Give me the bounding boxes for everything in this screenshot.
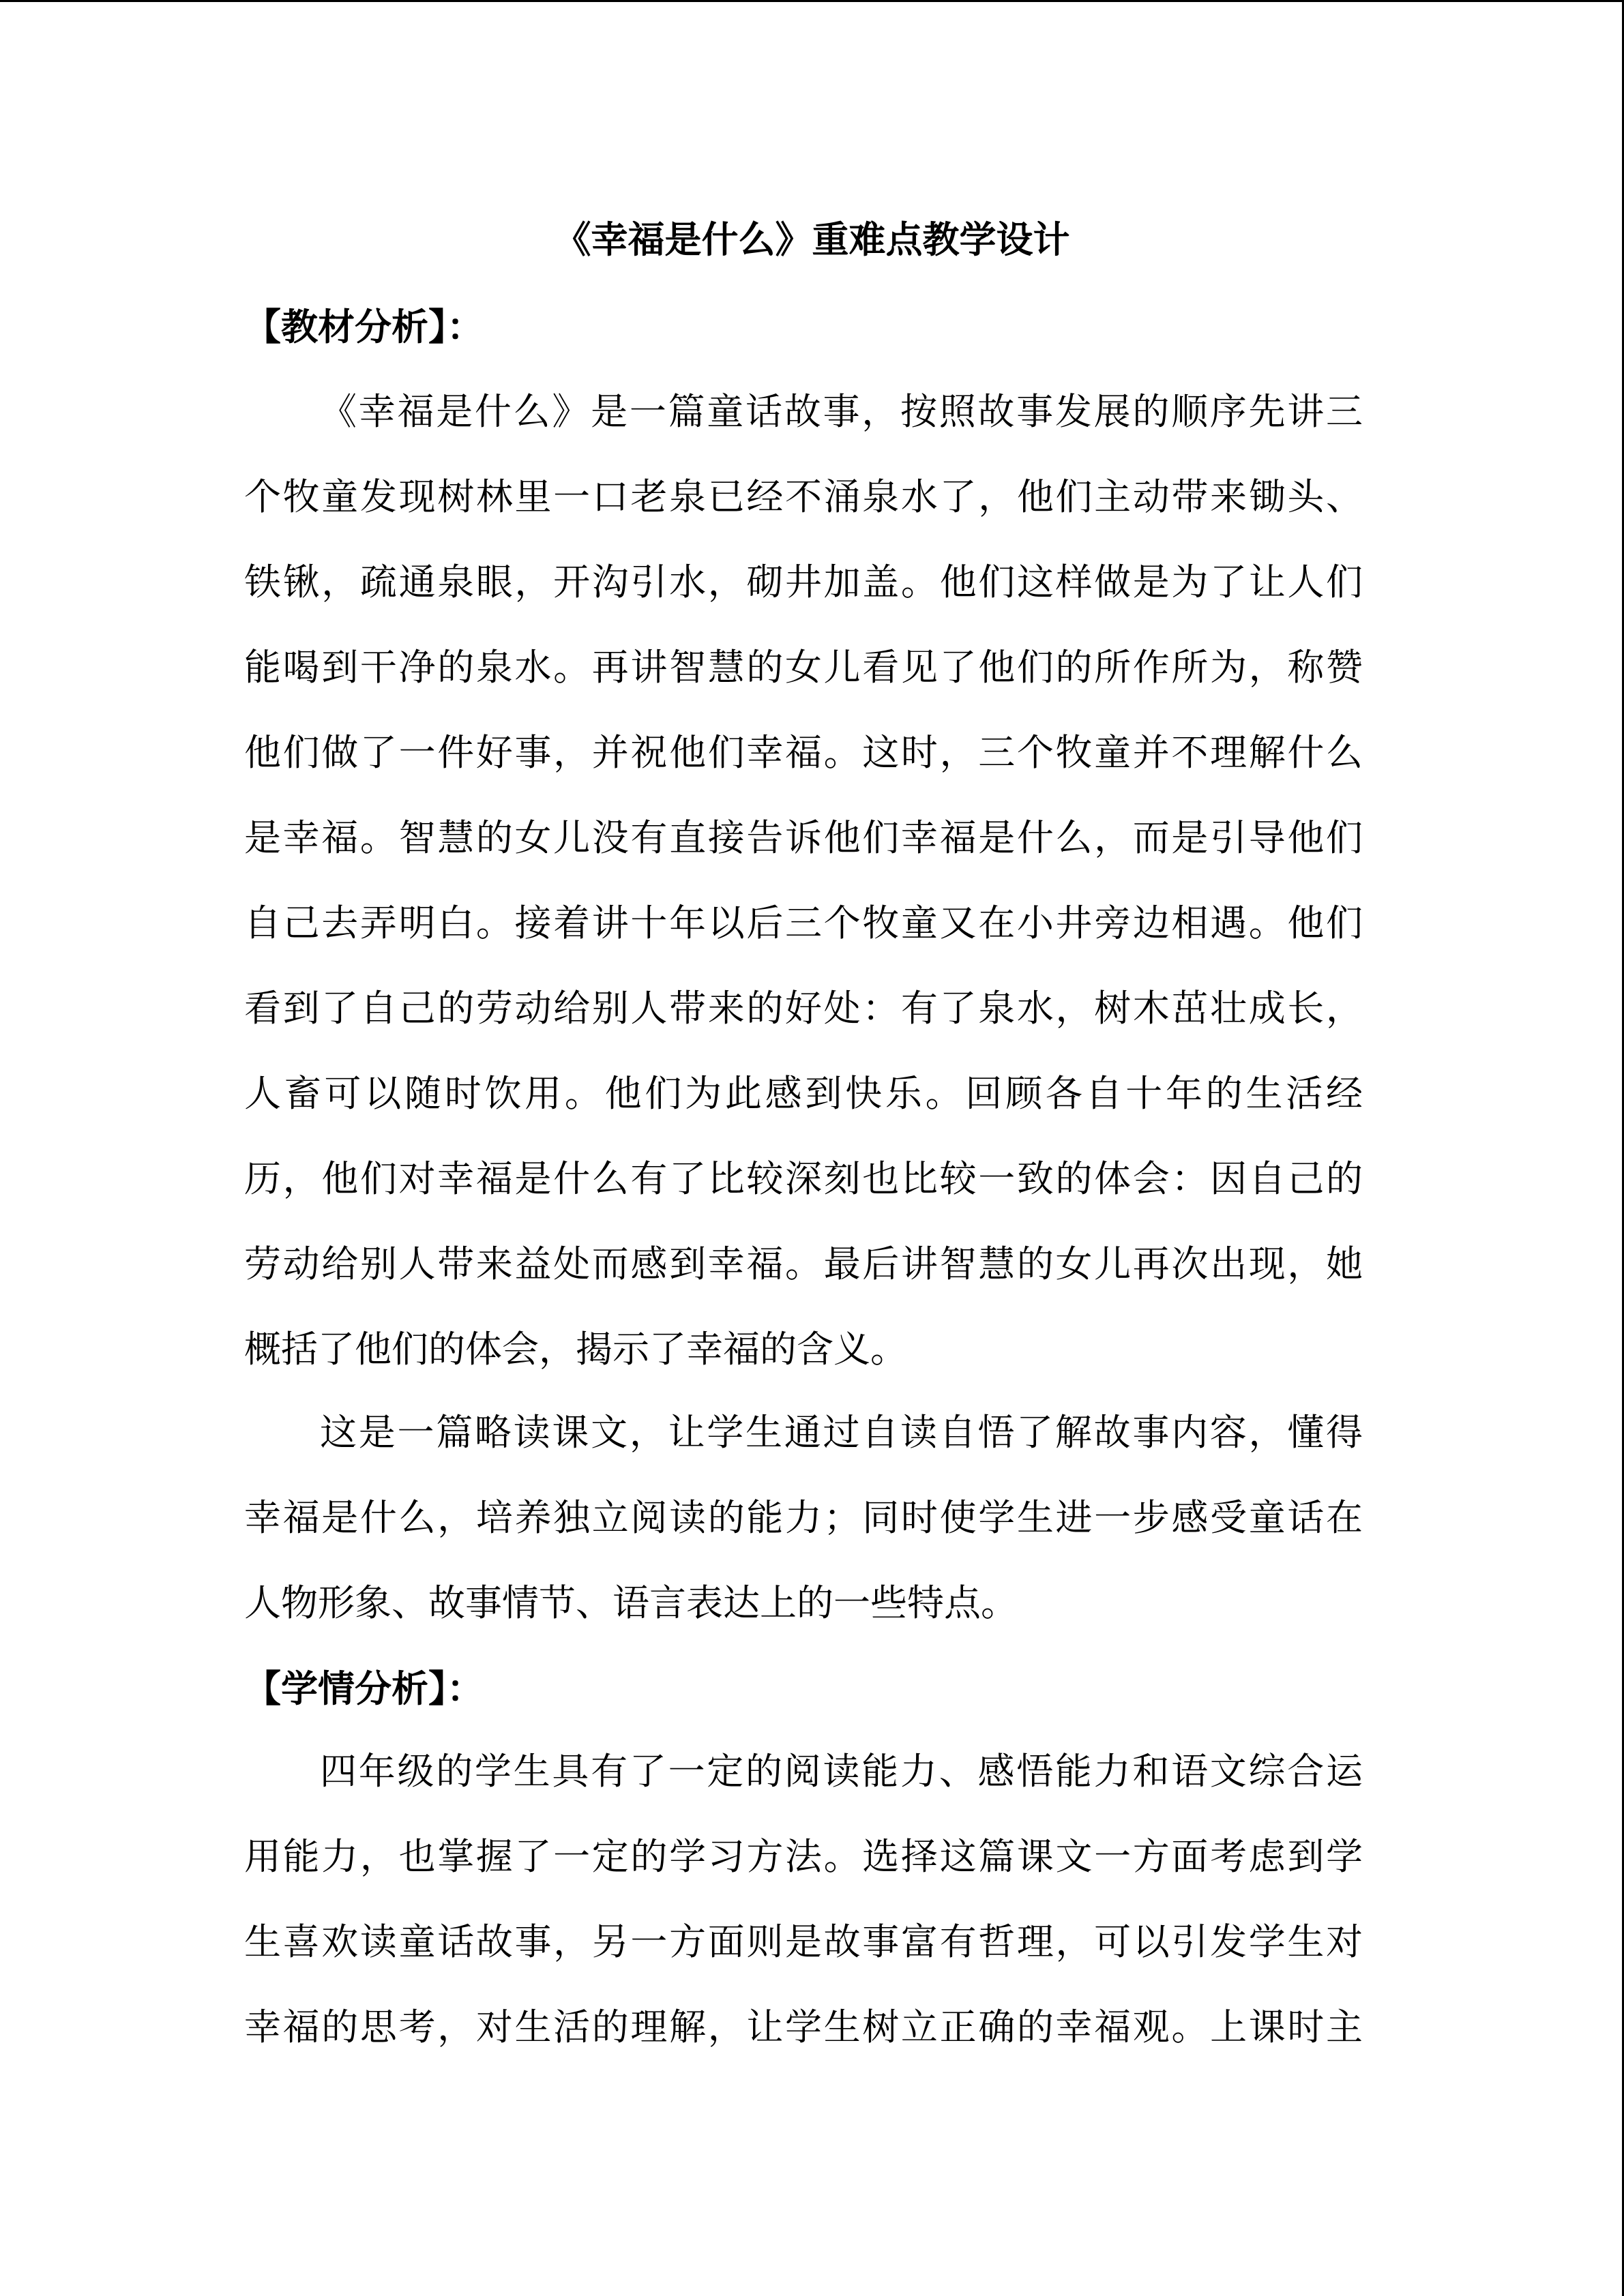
paragraph-line: 看到了自己的劳动给别人带来的好处：有了泉水，树木茁壮成长， [244, 987, 1363, 1030]
section-heading-textbook-analysis: 【教材分析】： [244, 305, 484, 348]
paragraph-line: 他们做了一件好事，并祝他们幸福。这时，三个牧童并不理解什么 [244, 731, 1363, 774]
paragraph-line: 个牧童发现树林里一口老泉已经不涌泉水了，他们主动带来锄头、 [244, 475, 1363, 518]
document-title: 《幸福是什么》重难点教学设计 [554, 218, 1070, 261]
paragraph-line: 劳动给别人带来益处而感到幸福。最后讲智慧的女儿再次出现，她 [244, 1242, 1363, 1285]
paragraph-line: 是幸福。智慧的女儿没有直接告诉他们幸福是什么，而是引导他们 [244, 816, 1363, 859]
paragraph-line: 铁锹，疏通泉眼，开沟引水，砌井加盖。他们这样做是为了让人们 [244, 561, 1363, 603]
paragraph-line: 能喝到干净的泉水。再讲智慧的女儿看见了他们的所作所为，称赞 [244, 646, 1363, 689]
paragraph-line: 《幸福是什么》是一篇童话故事，按照故事发展的顺序先讲三 [320, 390, 1363, 433]
paragraph-line: 人畜可以随时饮用。他们为此感到快乐。回顾各自十年的生活经 [244, 1072, 1363, 1115]
paragraph-line: 概括了他们的体会，揭示了幸福的含义。 [244, 1328, 907, 1371]
paragraph-textbook-analysis-2 [244, 1390, 1363, 1645]
paragraph-line: 生喜欢读童话故事，另一方面则是故事富有哲理，可以引发学生对 [244, 1920, 1363, 1963]
section-heading-student-analysis: 【学情分析】： [244, 1667, 484, 1710]
paragraph-student-analysis-1 [244, 1729, 1363, 2070]
paragraph-line: 四年级的学生具有了一定的阅读能力、感悟能力和语文综合运 [320, 1750, 1363, 1793]
paragraph-line: 用能力，也掌握了一定的学习方法。选择这篇课文一方面考虑到学 [244, 1835, 1363, 1878]
paragraph-line: 幸福是什么，培养独立阅读的能力；同时使学生进一步感受童话在 [244, 1496, 1363, 1539]
paragraph-line: 人物形象、故事情节、语言表达上的一些特点。 [244, 1581, 1018, 1624]
paragraph-line: 幸福的思考，对生活的理解，让学生树立正确的幸福观。上课时主 [244, 2006, 1363, 2048]
paragraph-line: 自己去弄明白。接着讲十年以后三个牧童又在小井旁边相遇。他们 [244, 901, 1363, 944]
paragraph-line: 历，他们对幸福是什么有了比较深刻也比较一致的体会：因自己的 [244, 1157, 1363, 1200]
paragraph-line: 这是一篇略读课文，让学生通过自读自悟了解故事内容，懂得 [320, 1411, 1363, 1454]
paragraph-textbook-analysis-1 [244, 369, 1363, 1392]
